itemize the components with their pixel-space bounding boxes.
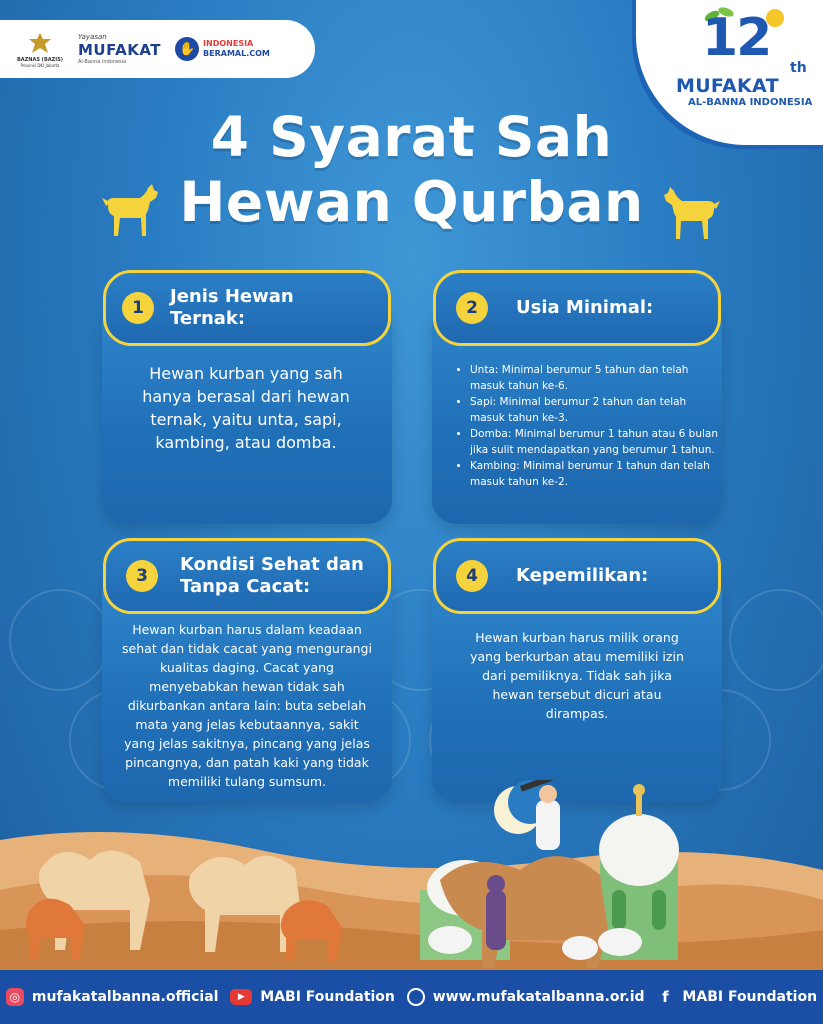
footer-website[interactable] — [407, 988, 645, 1006]
card-4-header — [433, 538, 721, 614]
badge-name: MUFAKAT — [676, 75, 779, 97]
handshake-icon: ✋ — [175, 37, 199, 61]
globe-icon — [407, 988, 425, 1006]
anniversary-number: 12 — [702, 8, 771, 68]
garuda-icon — [27, 31, 53, 57]
anniversary-suffix: th — [790, 60, 807, 76]
card-1-heading: Jenis Hewan Ternak: — [170, 286, 294, 329]
instagram-icon: ◎ — [6, 988, 24, 1006]
instagram-handle: mufakatalbanna.official — [31, 989, 219, 1005]
card-4-number: 4 — [456, 560, 488, 592]
list-item: • Unta: Minimal berumur 5 tahun dan telah masuk tahun ke-6. — [470, 362, 720, 394]
mufakat-logo — [78, 33, 161, 65]
page-title-line1: 4 Syarat Sah — [210, 105, 613, 169]
card-1-number: 1 — [122, 292, 154, 324]
youtube-channel: MABI Foundation — [260, 989, 395, 1005]
card-3-heading: Kondisi Sehat dan Tanpa Cacat: — [180, 554, 364, 597]
badge-sub: AL-BANNA INDONESIA — [688, 97, 813, 108]
card-3-header — [103, 538, 391, 614]
card-2-heading: Usia Minimal: — [516, 297, 654, 318]
page-title-line2: Hewan Qurban — [179, 170, 644, 234]
card-1-header — [103, 270, 391, 346]
card-1-body: Hewan kurban yang sah hanya berasal dari hewan ternak, yaitu unta, sapi, kambing, atau domba. — [142, 364, 350, 452]
baznas-label: BAZNAS (BAZIS) — [16, 56, 64, 63]
baznas-logo — [16, 31, 64, 68]
facebook-page: MABI Foundation — [682, 989, 818, 1005]
list-item: • Kambing: Minimal berumur 1 tahun dan telah masuk tahun ke-2. — [470, 458, 720, 490]
card-4-body: Hewan kurban harus milik orang yang berkurban atau memiliki izin dari pemiliknya. Tidak sah jika hewan tersebut dicuri atau dirampas. — [470, 630, 684, 721]
ib-line2: BERAMAL.COM — [203, 49, 270, 58]
facebook-icon: f — [662, 988, 669, 1006]
mufakat-name: MUFAKAT — [78, 41, 162, 59]
goat-icon-right — [660, 183, 722, 243]
youtube-icon: ▶ — [230, 989, 252, 1005]
list-item: • Domba: Minimal berumur 1 tahun atau 6 bulan jika sulit mendapatkan yang berumur 1 tahun. — [470, 426, 720, 458]
footer-instagram[interactable] — [6, 988, 219, 1006]
goat-icon-left — [100, 180, 162, 240]
ib-line1: INDONESIA — [203, 39, 254, 48]
indonesia-beramal-logo — [175, 37, 270, 61]
card-4-heading: Kepemilikan: — [516, 565, 649, 586]
card-3-number: 3 — [126, 560, 158, 592]
desert-scene-illustration — [0, 780, 823, 970]
card-2-header — [433, 270, 721, 346]
baznas-sub: Provinsi DKI Jakarta — [20, 62, 60, 68]
list-item: • Sapi: Minimal berumur 2 tahun dan telah masuk tahun ke-3. — [470, 394, 720, 426]
footer-facebook[interactable] — [656, 988, 817, 1006]
card-3-body: Hewan kurban harus dalam keadaan sehat dan tidak cacat yang mengurangi kualitas daging. Cacat yang menyebabkan hewan tidak sah dikurbankan antara lain: buta sebelah mata yang jelas kebutaannya, sakit yang jelas sakitnya, pincang yang jelas pincangnya, dan patah kaki yang tidak memiliki tulang sumsum. — [122, 622, 372, 789]
mufakat-sub: Al-Banna Indonesia — [78, 59, 127, 65]
partner-logos — [0, 20, 315, 78]
card-2-list — [452, 362, 720, 490]
website-url: www.mufakatalbanna.or.id — [432, 989, 645, 1005]
footer-youtube[interactable] — [230, 989, 395, 1005]
mufakat-prefix: Yayasan — [78, 33, 107, 41]
card-2-number: 2 — [456, 292, 488, 324]
footer-bar — [0, 970, 823, 1024]
